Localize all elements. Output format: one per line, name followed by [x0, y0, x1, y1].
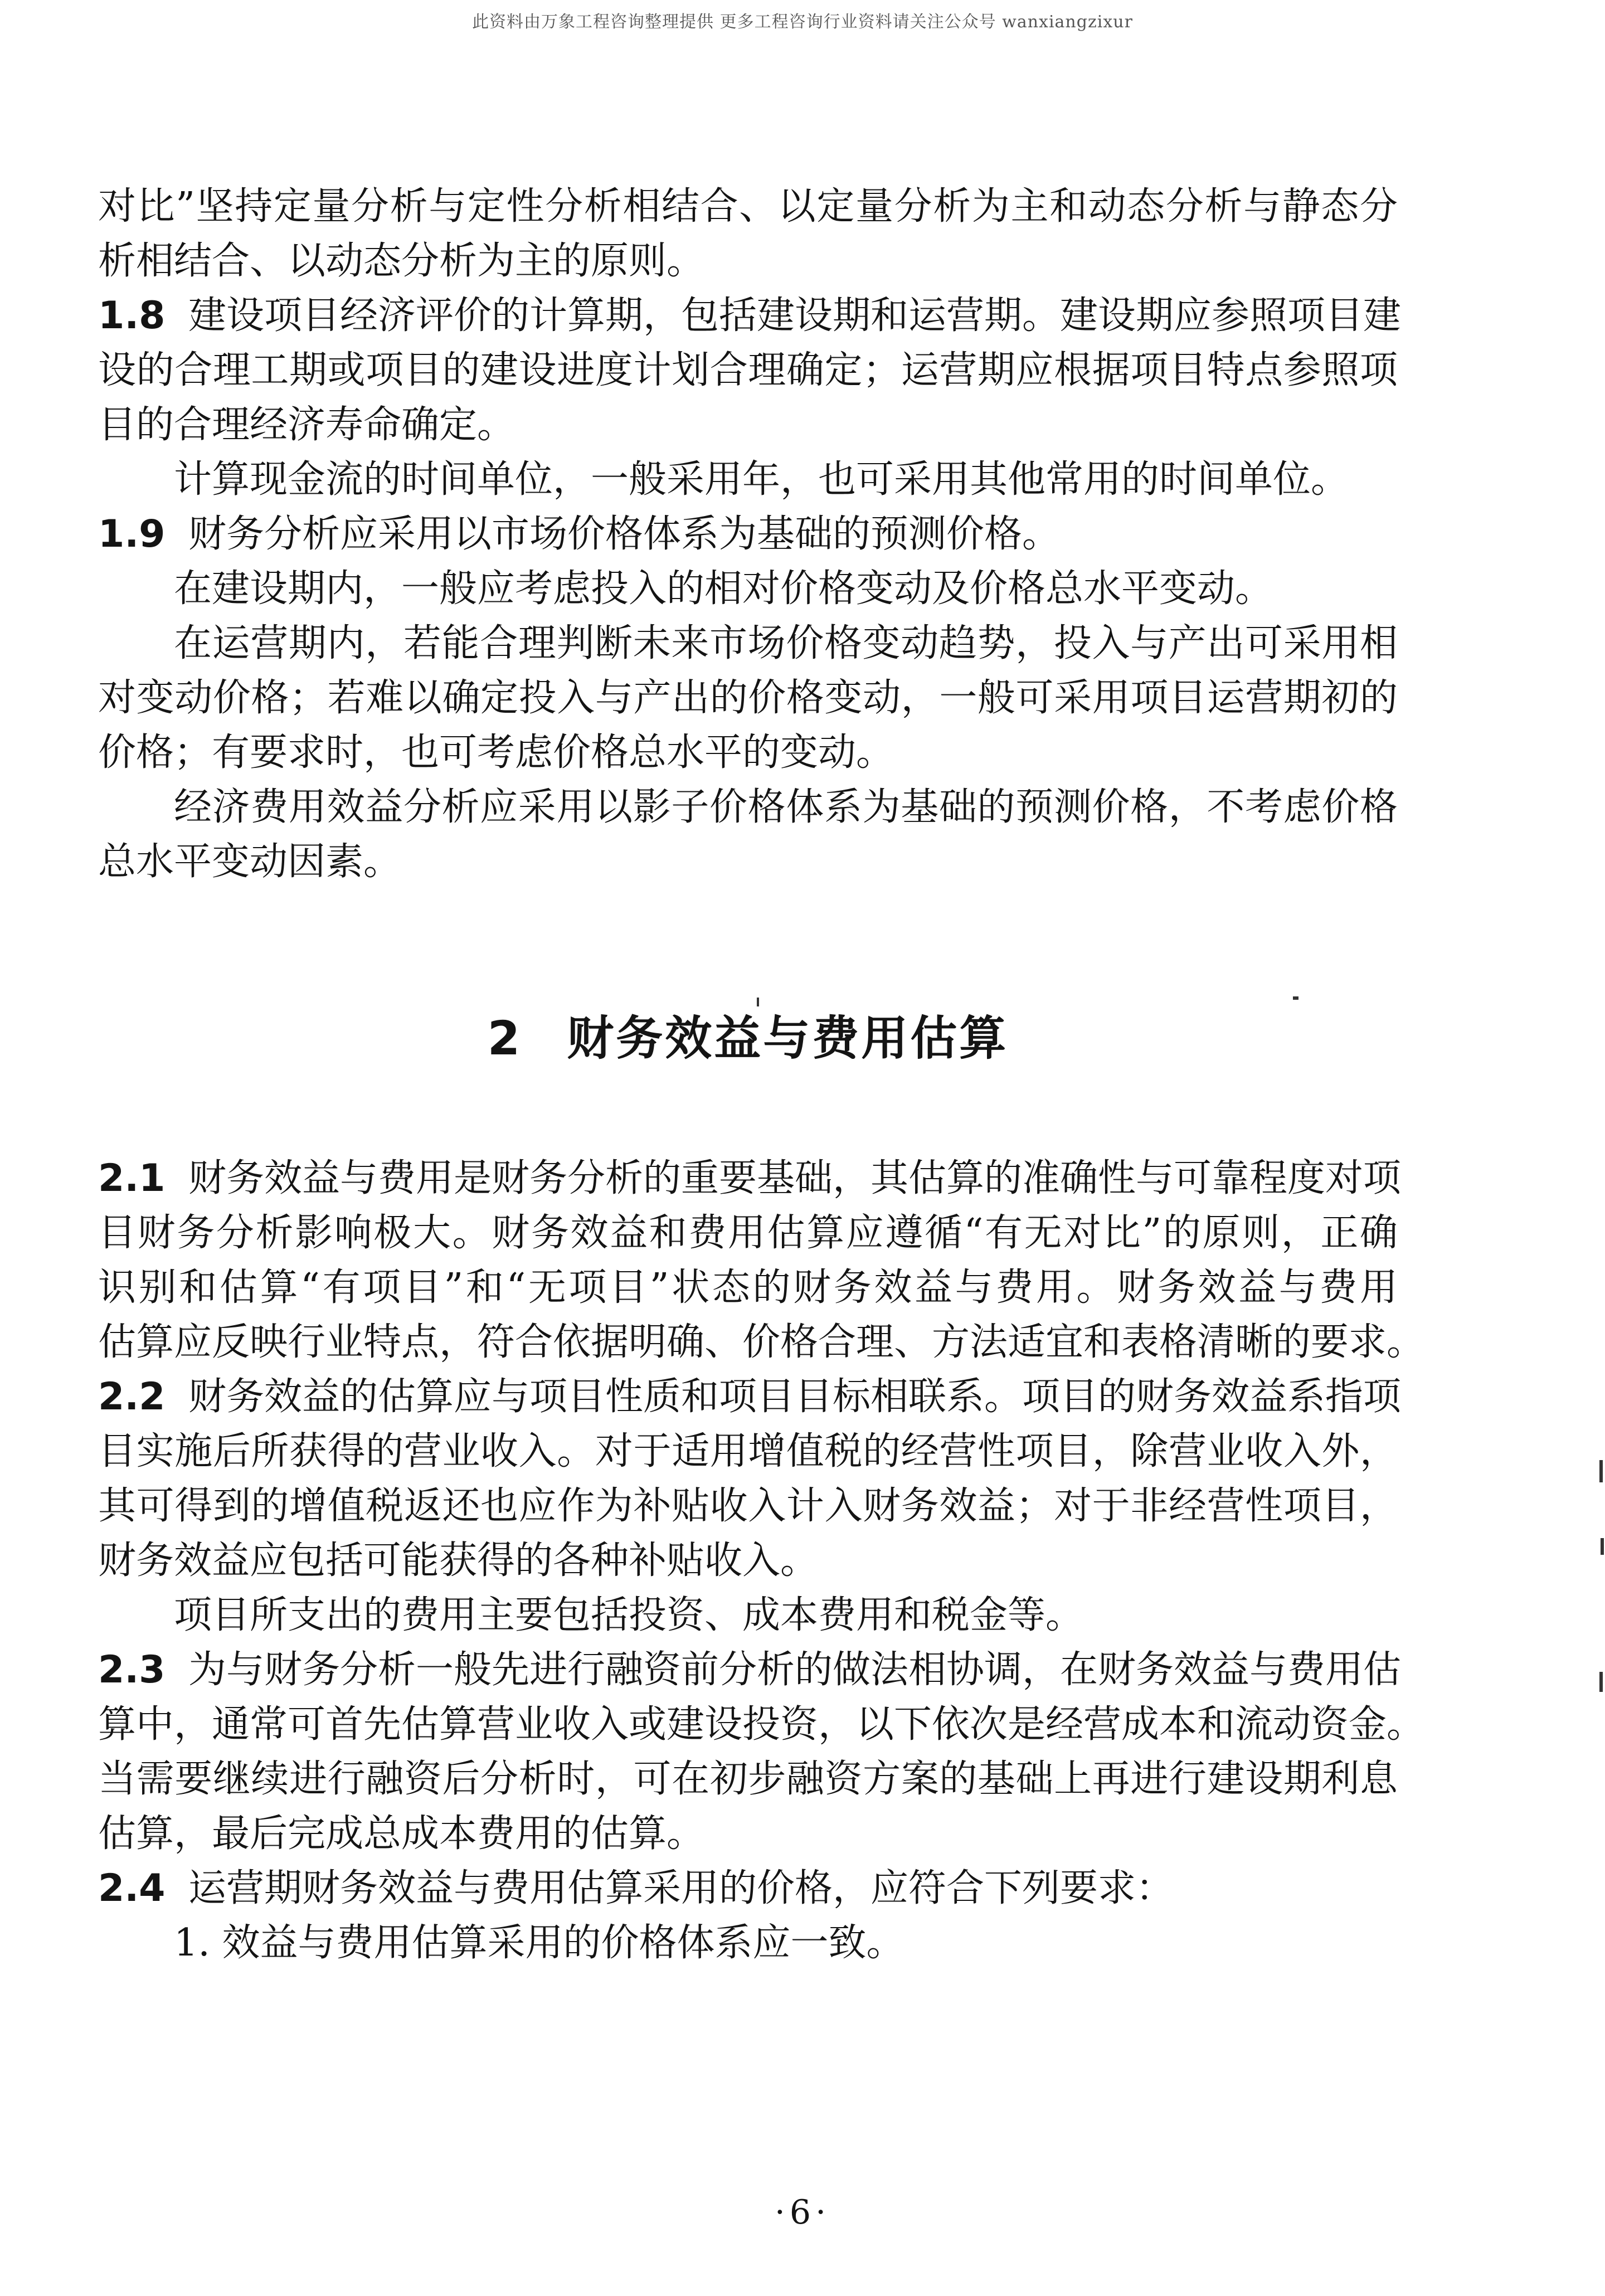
line-text: 财务效益的估算应与项目性质和项目目标相联系。项目的财务效益系指项	[188, 1375, 1402, 1419]
paragraph-line: 计算现金流的时间单位，一般采用年，也可采用其他常用的时间单位。	[174, 458, 1349, 502]
paragraph-line: 财务效益应包括可能获得的各种补贴收入。	[98, 1539, 819, 1583]
clause-number: 1.9	[98, 512, 166, 556]
line-text: 财务效益与费用是财务分析的重要基础，其估算的准确性与可靠程度对项	[188, 1156, 1402, 1200]
paragraph-line: 目财务分析影响极大。财务效益和费用估算应遵循“有无对比”的原则，正确	[98, 1211, 1398, 1255]
line-text: 财务分析应采用以市场价格体系为基础的预测价格。	[188, 512, 1061, 556]
line-text: 为与财务分析一般先进行融资前分析的做法相协调，在财务效益与费用估	[188, 1648, 1402, 1692]
paragraph-line	[98, 1370, 1402, 1424]
paragraph-line: 其可得到的增值税返还也应作为补贴收入计入财务效益；对于非经营性项目，	[98, 1484, 1398, 1528]
paragraph-line: 1. 效益与费用估算采用的价格体系应一致。	[174, 1921, 904, 1965]
paragraph-line: 设的合理工期或项目的建设进度计划合理确定；运营期应根据项目特点参照项	[98, 348, 1398, 392]
paragraph	[98, 1916, 1398, 1971]
paragraph-line: 算中，通常可首先估算营业收入或建设投资，以下依次是经营成本和流动资金。	[98, 1702, 1425, 1747]
scan-speck	[1293, 996, 1298, 1000]
paragraph	[98, 1861, 1398, 1916]
clause-number: 2.3	[98, 1648, 166, 1692]
paragraph-line: 在运营期内，若能合理判断未来市场价格变动趋势，投入与产出可采用相	[174, 621, 1398, 665]
paragraph-line: 析相结合、以动态分析为主的原则。	[98, 239, 705, 283]
scan-speck	[757, 998, 759, 1006]
paragraph-line: 对比”坚持定量分析与定性分析相结合、以定量分析为主和动态分析与静态分	[98, 184, 1398, 228]
clause-number: 2.1	[98, 1156, 166, 1200]
section-2	[98, 1151, 1425, 1971]
clause-number: 2.2	[98, 1375, 166, 1419]
paragraph	[98, 616, 1398, 780]
paragraph	[98, 507, 1398, 562]
paragraph	[98, 780, 1398, 889]
paragraph	[98, 289, 1402, 453]
paragraph-line	[98, 1151, 1402, 1206]
paragraph-line: 项目所支出的费用主要包括投资、成本费用和税金等。	[174, 1593, 1084, 1637]
paragraph-line	[98, 507, 1398, 562]
scan-speck	[1601, 1538, 1604, 1555]
paragraph-line: 价格；有要求时，也可考虑价格总水平的变动。	[98, 731, 894, 775]
paragraph-line: 目的合理经济寿命确定。	[98, 403, 515, 447]
paragraph-line: 对变动价格；若难以确定投入与产出的价格变动，一般可采用项目运营期初的	[98, 676, 1398, 720]
page-number: ·6·	[774, 2193, 831, 2232]
paragraph	[98, 1643, 1425, 1861]
scan-speck	[1599, 1672, 1603, 1692]
chapter-title-text: 财务效益与费用估算	[567, 1011, 1009, 1066]
paragraph-line: 估算，最后完成总成本费用的估算。	[98, 1812, 705, 1856]
paragraph	[98, 453, 1398, 507]
chapter-heading	[98, 889, 1398, 1151]
paragraph-line: 总水平变动因素。	[98, 840, 402, 884]
paragraph	[98, 562, 1398, 616]
paragraph	[98, 179, 1398, 289]
paragraph	[98, 1151, 1425, 1370]
clause-number: 2.4	[98, 1866, 166, 1910]
chapter-title	[98, 1001, 1398, 1068]
line-text: 运营期财务效益与费用估算采用的价格，应符合下列要求：	[188, 1866, 1174, 1910]
scan-speck	[1599, 1460, 1603, 1482]
paragraph-line: 当需要继续进行融资后分析时，可在初步融资方案的基础上再进行建设期利息	[98, 1757, 1398, 1801]
page-header-watermark: 此资料由万象工程咨询整理提供 更多工程咨询行业资料请关注公众号 wanxiangzixur	[472, 12, 1133, 32]
chapter-number: 2	[487, 1011, 523, 1066]
paragraph-line	[98, 1861, 1398, 1916]
paragraph	[98, 1588, 1398, 1643]
paragraph	[98, 1370, 1402, 1588]
paragraph-line: 经济费用效益分析应采用以影子价格体系为基础的预测价格，不考虑价格	[174, 785, 1398, 829]
section-1-continued	[98, 179, 1402, 889]
paragraph-line: 在建设期内，一般应考虑投入的相对价格变动及价格总水平变动。	[174, 567, 1273, 611]
paragraph-line: 目实施后所获得的营业收入。对于适用增值税的经营性项目，除营业收入外，	[98, 1429, 1398, 1473]
paragraph-line	[98, 1643, 1402, 1697]
paragraph-line: 估算应反映行业特点，符合依据明确、价格合理、方法适宜和表格清晰的要求。	[98, 1320, 1425, 1364]
paragraph-line: 识别和估算“有项目”和“无项目”状态的财务效益与费用。财务效益与费用	[98, 1266, 1398, 1310]
paragraph-line	[98, 289, 1402, 343]
line-text: 建设项目经济评价的计算期，包括建设期和运营期。建设期应参照项目建	[188, 294, 1402, 338]
clause-number: 1.8	[98, 294, 166, 338]
document-body	[98, 179, 1425, 1971]
